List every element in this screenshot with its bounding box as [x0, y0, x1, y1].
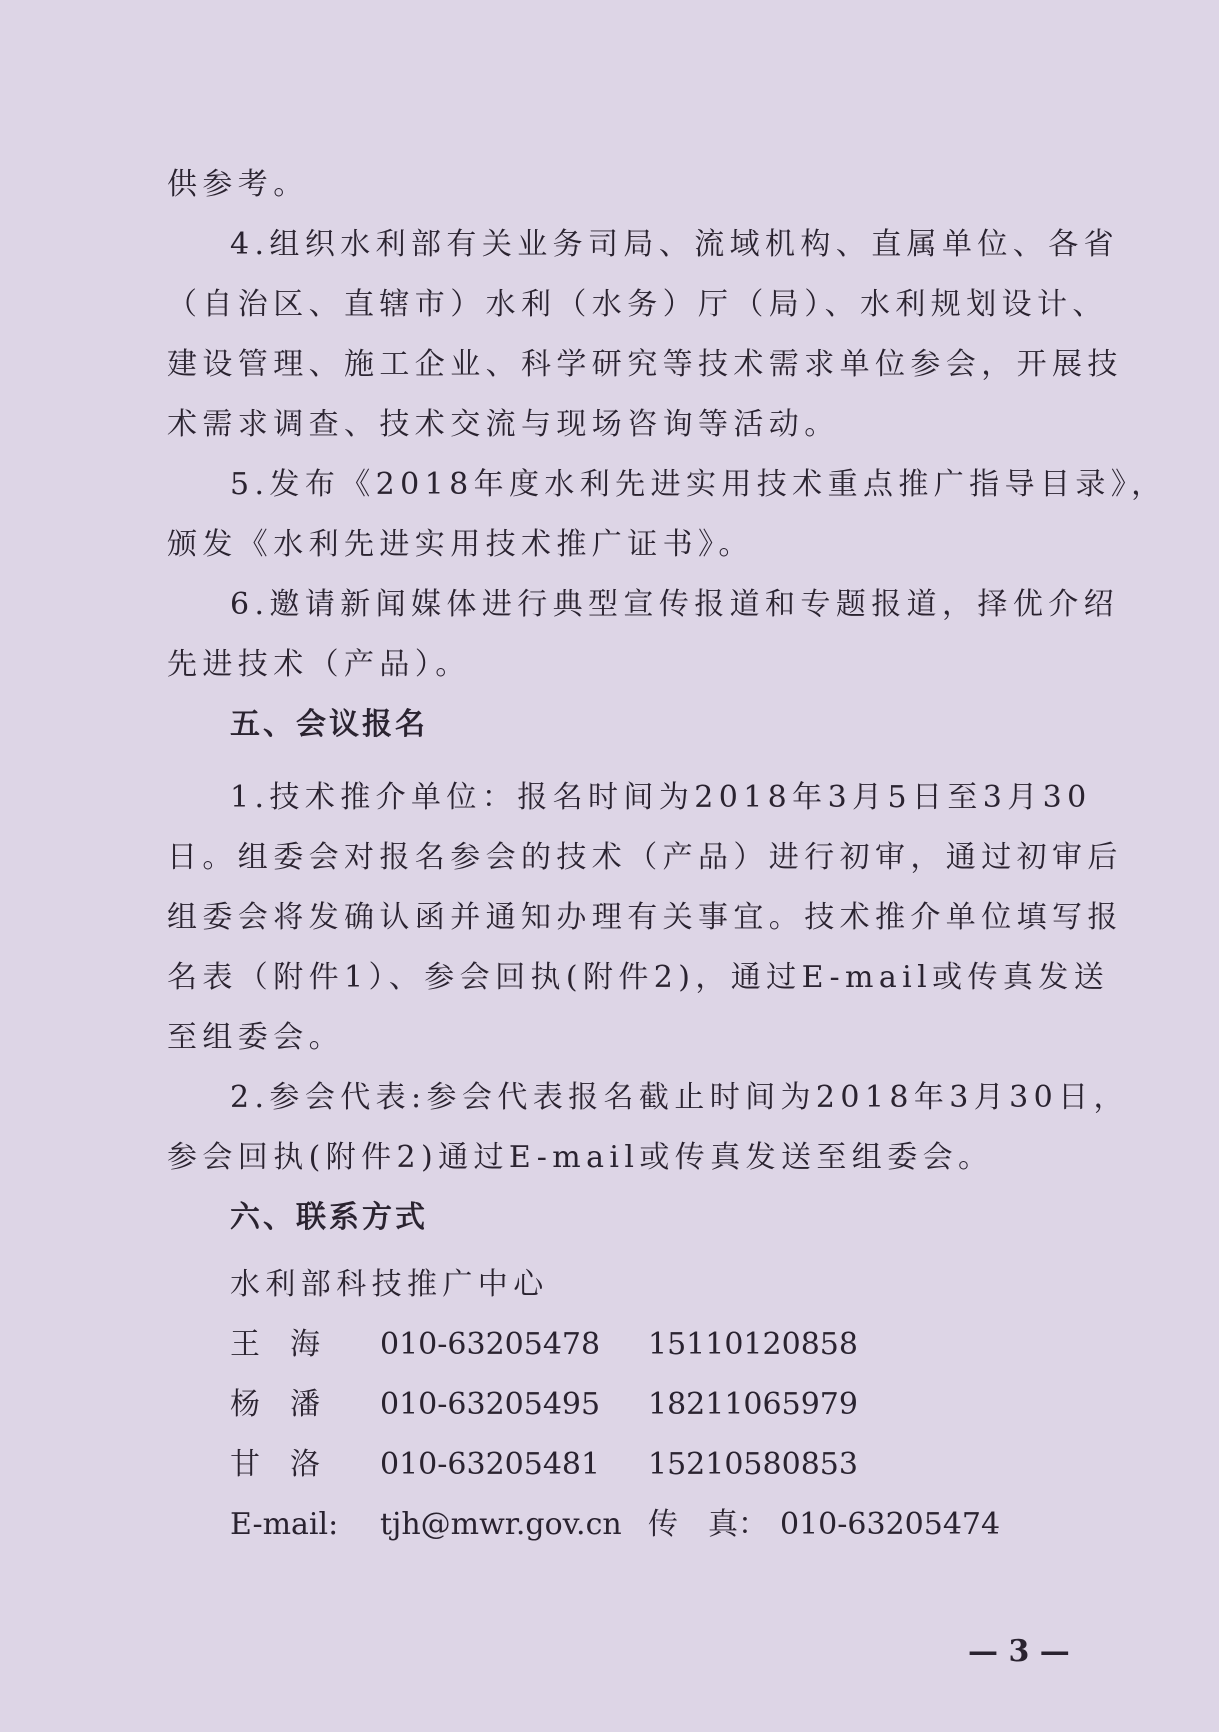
text-line: 术需求调查、技术交流与现场咨询等活动。: [167, 407, 840, 442]
email-address[interactable]: tjh@mwr.gov.cn: [380, 1507, 622, 1542]
page-number: — 3 —: [968, 1634, 1070, 1669]
contact-name: 甘 洛: [230, 1447, 320, 1482]
org-name: 水利部科技推广中心: [230, 1267, 549, 1302]
text-line: 6.邀请新闻媒体进行典型宣传报道和专题报道，择优介绍: [230, 587, 1120, 622]
text-line: 1.技术推介单位：报名时间为2018年3月5日至3月30: [230, 780, 1092, 815]
email-label: E-mail:: [230, 1507, 339, 1542]
text-line: （自治区、直辖市）水利（水务）厅（局）、水利规划设计、: [167, 287, 1108, 322]
text-line: 参会回执(附件2)通过E-mail或传真发送至组委会。: [167, 1140, 994, 1175]
section-heading: 五、会议报名: [230, 707, 428, 742]
contact-name: 杨 潘: [230, 1387, 320, 1422]
text-line: 建设管理、施工企业、科学研究等技术需求单位参会，开展技: [167, 347, 1123, 382]
contact-phone: 010-63205495: [380, 1387, 601, 1422]
text-line: 4.组织水利部有关业务司局、流域机构、直属单位、各省: [230, 227, 1120, 262]
text-line: 日。组委会对报名参会的技术（产品）进行初审，通过初审后: [167, 840, 1123, 875]
text-line: 供参考。: [167, 167, 309, 202]
contact-name: 王 海: [230, 1327, 320, 1362]
contact-phone: 010-63205478: [380, 1327, 601, 1362]
text-line: 名表（附件1）、参会回执(附件2)，通过E-mail或传真发送: [167, 960, 1110, 995]
fax-label: 传 真：: [648, 1507, 768, 1542]
contact-phone: 010-63205481: [380, 1447, 601, 1482]
text-line: 先进技术（产品）。: [167, 647, 471, 682]
text-line: 5.发布《2018年度水利先进实用技术重点推广指导目录》，: [230, 467, 1167, 502]
text-line: 2.参会代表:参会代表报名截止时间为2018年3月30日，: [230, 1080, 1129, 1115]
text-line: 至组委会。: [167, 1020, 344, 1055]
fax-number: 010-63205474: [780, 1507, 1001, 1542]
contact-mobile: 15110120858: [648, 1327, 858, 1362]
contact-mobile: 15210580853: [648, 1447, 858, 1482]
text-line: 颁发《水利先进实用技术推广证书》。: [167, 527, 754, 562]
section-heading: 六、联系方式: [230, 1200, 428, 1235]
contact-mobile: 18211065979: [648, 1387, 858, 1422]
text-line: 组委会将发确认函并通知办理有关事宜。技术推介单位填写报: [167, 900, 1123, 935]
